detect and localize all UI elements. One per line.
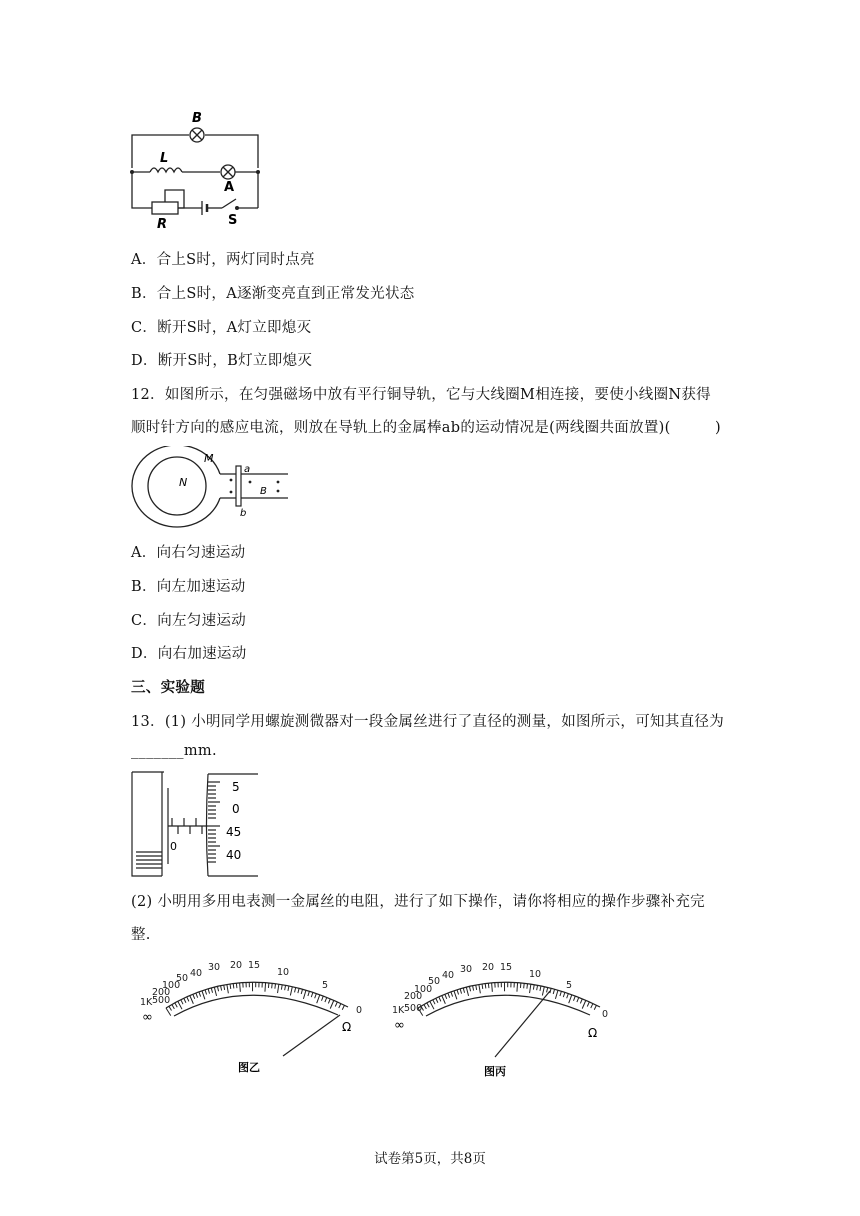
dial-tick [317, 995, 320, 1003]
dial-tick [430, 1001, 434, 1009]
rod-bottom-label: b [240, 508, 247, 519]
dial-b-label-0: 0 [356, 1005, 363, 1016]
dial-tick [485, 984, 486, 989]
dial-c-label-1k: 1K [392, 1005, 405, 1016]
dial-tick [469, 986, 470, 991]
dial-b-label-5: 5 [322, 980, 329, 991]
dial-c-label-0: 0 [602, 1009, 609, 1020]
q11-option-c: C．断开S时，A灯立即熄灭 [131, 320, 312, 336]
dial-b-label-50: 50 [176, 973, 189, 984]
dial-tick [550, 988, 551, 993]
dial-tick [560, 991, 561, 996]
dial-tick [187, 997, 189, 1002]
dial-tick [301, 989, 302, 994]
resistor-label: R [157, 217, 168, 232]
thimble-label-45: 45 [226, 825, 242, 839]
q13-part2-line2: 整. [131, 927, 151, 943]
switch-label: S [228, 213, 238, 228]
dial-tick [217, 986, 218, 991]
q11-option-d: D．断开S时，B灯立即熄灭 [131, 353, 313, 369]
dial-tick [233, 984, 234, 989]
page-footer: 试卷第5页，共8页 [374, 1151, 486, 1167]
q13-part2-line1: (2) 小明用多用电表测一金属丝的电阻，进行了如下操作，请你将相应的操作步骤补充完 [131, 894, 705, 910]
dial-tick [542, 987, 544, 996]
dial-tick [202, 991, 205, 1000]
dial-c-label-20: 20 [482, 962, 495, 973]
dial-tick [473, 986, 474, 991]
dial-tick [227, 984, 228, 993]
dial-c-needle [495, 991, 550, 1057]
dial-tick [295, 987, 296, 992]
dial-tick [436, 998, 438, 1003]
dial-b-label-40: 40 [190, 968, 203, 979]
dial-tick [290, 987, 292, 996]
dial-b-needle [283, 1015, 340, 1056]
dial-tick [335, 1002, 337, 1007]
dial-tick [573, 996, 575, 1001]
dial-tick [240, 983, 241, 992]
dial-tick [205, 990, 207, 995]
big-coil-label: M [204, 452, 214, 465]
dial-tick [181, 1000, 183, 1004]
dial-tick [553, 989, 554, 994]
dial-tick [587, 1002, 589, 1007]
dial-tick [517, 983, 518, 992]
micrometer-figure [128, 768, 263, 880]
ohmmeter-dial-b [138, 955, 373, 1080]
dial-b-label-100: 100 [162, 980, 181, 991]
field-label: B [260, 486, 267, 497]
q11-option-b: B．合上S时，A逐渐变亮直到正常发光状态 [131, 286, 415, 302]
lamp-a-label: A [224, 180, 235, 195]
dial-tick [230, 984, 231, 989]
figure-b-caption: 图乙 [238, 1061, 260, 1074]
dial-b-label-15: 15 [248, 960, 261, 971]
dial-tick [214, 987, 216, 996]
dial-tick [530, 984, 531, 993]
dial-tick [427, 1003, 429, 1007]
dial-tick [527, 984, 528, 989]
dial-b-label-1k: 1K [140, 997, 153, 1008]
dial-tick [278, 984, 279, 993]
dial-tick [445, 994, 447, 999]
dial-tick [298, 988, 299, 993]
dial-tick [224, 985, 225, 990]
dial-tick [424, 1004, 426, 1008]
dial-tick [285, 985, 286, 990]
q13-part1-line2: _______mm. [131, 743, 217, 759]
dial-tick [463, 988, 464, 993]
dial-tick [190, 995, 194, 1003]
dial-tick [339, 1004, 341, 1009]
dial-tick [555, 990, 558, 999]
dial-b-label-200: 200 [152, 987, 171, 998]
dial-tick [448, 993, 450, 998]
q12-option-c: C．向左匀速运动 [131, 613, 246, 629]
dial-tick [166, 1008, 171, 1016]
dial-tick [275, 984, 276, 989]
dial-tick [325, 997, 327, 1002]
dial-tick [577, 997, 579, 1002]
dial-tick [524, 983, 525, 988]
dial-tick [439, 997, 441, 1002]
dial-c-label-500: 500 [404, 1003, 423, 1014]
dial-tick [533, 985, 534, 990]
micrometer-zero: 0 [170, 840, 177, 853]
metal-rod [236, 466, 241, 506]
dial-tick [221, 986, 222, 991]
q12-option-d: D．向右加速运动 [131, 646, 247, 662]
dial-tick [208, 989, 209, 994]
dial-b-label-20: 20 [230, 960, 243, 971]
dial-tick [199, 992, 201, 997]
dial-c-label-50: 50 [428, 976, 441, 987]
dial-tick [488, 983, 489, 988]
thimble-label-40: 40 [226, 848, 242, 862]
dial-tick [288, 986, 289, 991]
dial-tick [172, 1004, 174, 1008]
dial-tick [184, 998, 186, 1003]
dial-tick [193, 994, 195, 999]
dial-tick [457, 990, 459, 995]
ohm-symbol: Ω [342, 1020, 352, 1034]
dial-tick [442, 995, 446, 1003]
dial-c-label-15: 15 [500, 962, 513, 973]
infinity-symbol: ∞ [142, 1010, 153, 1025]
dial-tick [281, 985, 282, 990]
inductor-label: L [160, 151, 169, 166]
q12-stem-line1: 12．如图所示，在匀强磁场中放有平行铜导轨，它与大线圈M相连接，要使小线圈N获得 [131, 387, 711, 403]
dial-tick [582, 1000, 586, 1008]
q12-stem-line2: 顺时针方向的感应电流，则放在导轨上的金属棒ab的运动情况是(两线圈共面放置)( ) [131, 420, 721, 436]
dial-tick [196, 993, 198, 998]
dial-c-label-10: 10 [529, 969, 542, 980]
dial-tick [328, 999, 330, 1004]
q11-circuit-figure [120, 108, 270, 233]
dial-tick [342, 1005, 344, 1010]
dial-tick [454, 991, 457, 1000]
dial-tick [547, 987, 548, 992]
thimble-label-5: 5 [232, 780, 240, 794]
dial-ticks-b [166, 982, 348, 1015]
dial-b-label-30: 30 [208, 962, 221, 973]
dial-tick [567, 994, 569, 999]
infinity-symbol: ∞ [394, 1018, 405, 1033]
dial-tick [476, 985, 477, 990]
dial-c-label-40: 40 [442, 970, 455, 981]
dial-tick [580, 999, 582, 1004]
dial-tick [265, 983, 266, 992]
q12-coil-figure [128, 446, 298, 536]
dial-tick [236, 983, 237, 988]
dial-tick [169, 1006, 172, 1010]
dial-tick [569, 995, 572, 1003]
rod-top-label: a [244, 464, 251, 475]
dial-tick [537, 985, 538, 990]
dial-c-label-100: 100 [414, 984, 433, 995]
dial-c-label-30: 30 [460, 964, 473, 975]
q12-option-b: B．向左加速运动 [131, 579, 246, 595]
dial-tick [492, 983, 493, 992]
dial-tick [175, 1003, 177, 1007]
dial-tick [594, 1005, 596, 1010]
dial-tick [563, 992, 565, 997]
dial-tick [272, 983, 273, 988]
dial-tick [479, 984, 480, 993]
q13-part1-line1: 13．(1) 小明同学用螺旋测微器对一段金属丝进行了直径的测量，如图所示，可知其直径为 [131, 714, 724, 730]
dial-tick [466, 987, 468, 996]
ohm-symbol: Ω [588, 1026, 598, 1040]
dial-tick [308, 991, 309, 996]
thimble-label-0: 0 [232, 802, 240, 816]
dial-tick [211, 988, 212, 993]
dial-c-label-200: 200 [404, 991, 423, 1002]
dial-tick [330, 1000, 334, 1008]
dial-tick [303, 990, 306, 999]
section-heading: 三、实验题 [131, 679, 205, 696]
dial-c-label-5: 5 [566, 980, 573, 991]
dial-tick [460, 989, 461, 994]
ohmmeter-dial-c [390, 955, 625, 1080]
dial-tick [311, 992, 313, 997]
dial-tick [433, 1000, 435, 1004]
dial-tick [451, 992, 453, 997]
lamp-b-label: B [192, 111, 202, 126]
dial-tick [321, 996, 323, 1001]
small-coil-label: N [179, 476, 188, 489]
figure-c-caption: 图丙 [484, 1065, 506, 1078]
dial-tick [178, 1001, 182, 1009]
dial-tick [482, 984, 483, 989]
q12-option-a: A．向右匀速运动 [131, 545, 246, 561]
dial-b-label-10: 10 [277, 967, 290, 978]
q11-option-a: A．合上S时，两灯同时点亮 [131, 252, 315, 268]
dial-b-label-500: 500 [152, 995, 171, 1006]
dial-ticks-c [418, 982, 600, 1015]
dial-tick [591, 1004, 593, 1009]
dial-tick [540, 986, 541, 991]
dial-tick [315, 994, 317, 999]
